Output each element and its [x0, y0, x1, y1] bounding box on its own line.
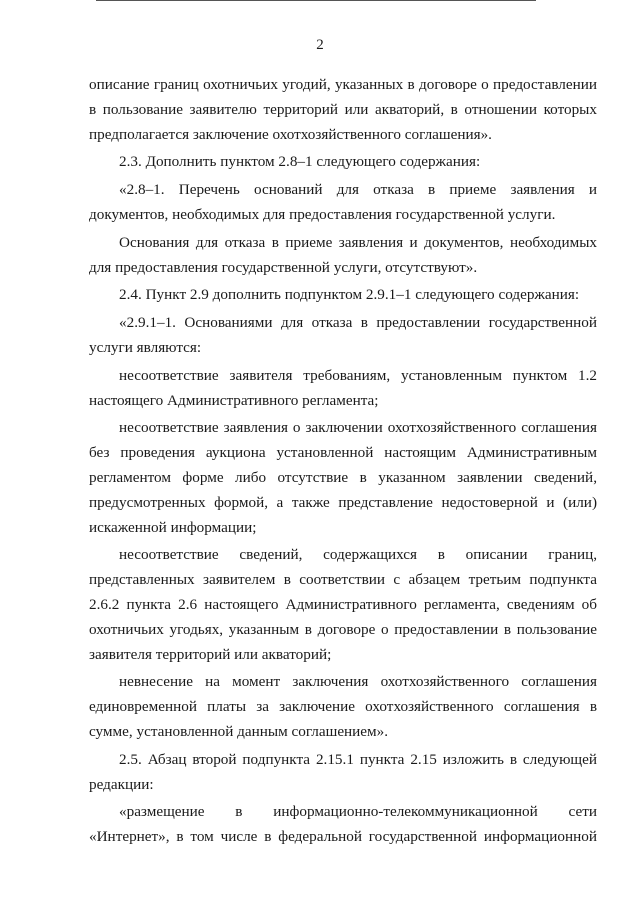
paragraph-12: «размещение в информационно-телекоммуникационной сети «Интернет», в том числе в федеральной государственной информационной: [89, 803, 597, 846]
paragraph-6: «2.9.1–1. Основаниями для отказа в предоставлении государственной услуги являются:: [89, 314, 597, 356]
paragraph-1: описание границ охотничьих угодий, указанных в договоре о предоставлении в пользование заявителю территорий или акваторий, в отношении которых предполагается заключение охотхозяйственного соглашения».: [89, 76, 597, 143]
document-body: [89, 73, 597, 853]
paragraph-3: «2.8–1. Перечень оснований для отказа в приеме заявления и документов, необходимых для предоставления государственной услуги.: [89, 181, 597, 223]
paragraph-4: Основания для отказа в приеме заявления и документов, необходимых для предоставления государственной услуги, отсутствуют».: [89, 233, 597, 276]
top-rule: [96, 0, 536, 1]
paragraph-7: несоответствие заявителя требованиям, установленным пунктом 1.2 настоящего Административного регламента;: [89, 366, 597, 409]
paragraph-10: невнесение на момент заключения охотхозяйственного соглашения единовременной платы за заключение охотхозяйственного соглашения в сумме, установленной данным соглашением».: [89, 673, 597, 740]
paragraph-5: 2.4. Пункт 2.9 дополнить подпунктом 2.9.1–1 следующего содержания:: [119, 286, 580, 304]
paragraph-8: несоответствие заявления о заключении охотхозяйственного соглашения без проведения аукциона установленной настоящим Административным регламентом форме либо отсутствие в указанном заявлении сведений, предусмотренных формой, а также представление недостоверной и (или) искаженной информации;: [89, 419, 597, 536]
paragraph-2: 2.3. Дополнить пунктом 2.8–1 следующего содержания:: [119, 153, 481, 171]
paragraph-9: несоответствие сведений, содержащихся в описании границ, представленных заявителем в соответствии с абзацем третьим подпункта 2.6.2 пункта 2.6 настоящего Административного регламента, сведениям об охотничьих угодьях, указанным в договоре о предоставлении в пользование заявителя территорий или акваторий;: [89, 546, 597, 663]
paragraph-11: 2.5. Абзац второй подпункта 2.15.1 пункта 2.15 изложить в следующей редакции:: [89, 750, 597, 793]
page-number: 2: [316, 37, 324, 53]
